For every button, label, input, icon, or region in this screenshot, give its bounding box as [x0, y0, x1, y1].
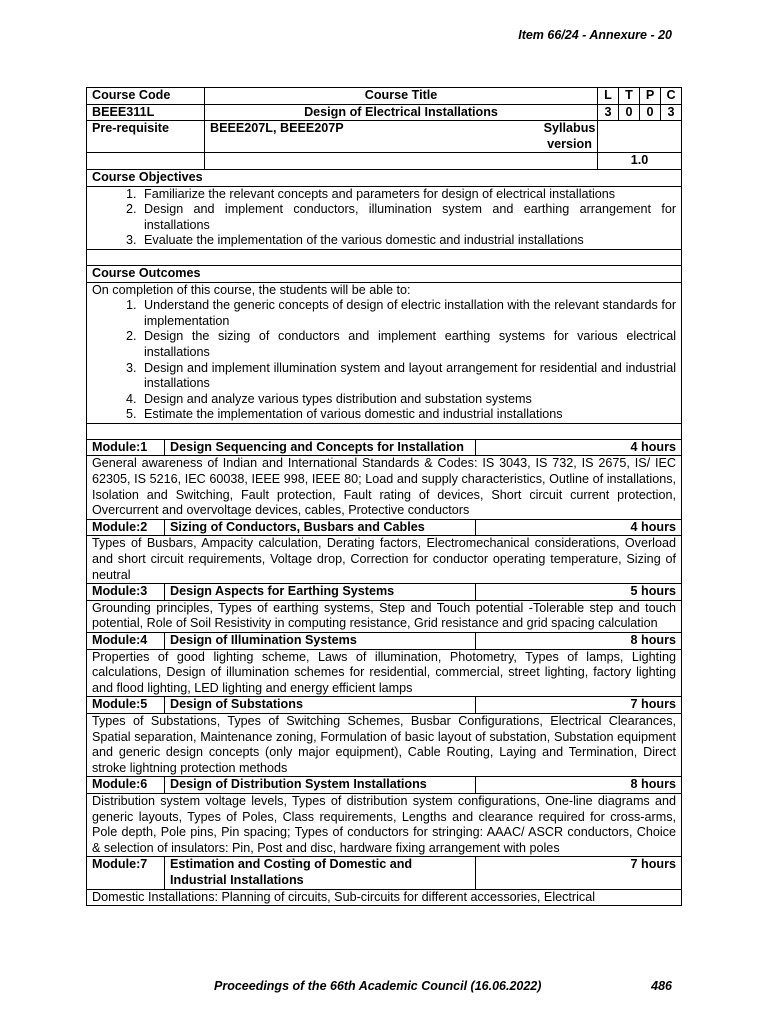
- module-header: [87, 633, 682, 650]
- module-hours: 5 hours: [476, 584, 682, 601]
- outcomes-list: [92, 298, 676, 423]
- objectives-list: [92, 187, 676, 249]
- module-title: Design of Distribution System Installations: [165, 777, 476, 794]
- course-title-label: Course Title: [205, 88, 598, 105]
- objectives-row: [87, 186, 682, 249]
- outcomes-heading-row: [87, 265, 682, 282]
- module-hours: 4 hours: [476, 519, 682, 536]
- module-title: Estimation and Costing of Domestic and Industrial Installations: [165, 857, 476, 889]
- module-number: Module:7: [87, 857, 165, 889]
- module-header: [87, 777, 682, 794]
- module-header: [87, 440, 682, 456]
- course-code: BEEE311L: [87, 104, 205, 121]
- outcome-item: 3. Design and implement illumination system and layout arrangement for residential and industrial installations: [140, 361, 676, 392]
- course-table: [86, 87, 682, 440]
- objectives-heading-row: [87, 169, 682, 186]
- syllabus-version-label: Syllabus version: [528, 121, 612, 153]
- outcomes-row: [87, 282, 682, 423]
- course-info-row: [87, 104, 682, 121]
- prereq-value: BEEE207L, BEEE207P: [205, 121, 598, 153]
- syllabus-version: 1.0: [598, 153, 682, 170]
- prereq-row: [87, 121, 682, 153]
- objective-item: 1. Familiarize the relevant concepts and parameters for design of electrical installations: [140, 187, 676, 203]
- t-label: T: [619, 88, 640, 105]
- module-content: General awareness of Indian and International Standards & Codes: IS 3043, IS 732, IS 2675, IS/ IEC 62305, IS 5216, IEC 60038, IEEE 998, IEEE 80; Load and supply characteristics, Outline of installations, Isolation and Switching, Fault protection, Fault rating of devices, Short circuit current protection, Overcurrent and overvoltage devices, cables, Protective conductors: [87, 456, 682, 519]
- footer-text: Proceedings of the 66th Academic Council (16.06.2022): [214, 979, 542, 993]
- module-header: [87, 584, 682, 601]
- spacer-row: [87, 249, 682, 265]
- prereq-label: Pre-requisite: [87, 121, 205, 153]
- module-number: Module:1: [87, 440, 165, 456]
- module-content: Domestic Installations: Planning of circuits, Sub-circuits for different accessories, Electrical: [87, 889, 682, 906]
- module-header: [87, 519, 682, 536]
- c-value: 3: [661, 104, 682, 121]
- module-content: Distribution system voltage levels, Types of distribution system configurations, One-line diagrams and generic layouts, Types of Poles, Class requirements, Lengths and clearance required for cross-arms, Pole depth, Pole pins, Pin spacing; Types of conductors for stringing: AAAC/ ASCR conductors, Choice & selection of insulators: Pin, Post and disc, hardware fixing arrangement with poles: [87, 793, 682, 856]
- page-number: 486: [651, 979, 672, 993]
- l-value: 3: [598, 104, 619, 121]
- module-header: [87, 697, 682, 714]
- module-title: Design of Substations: [165, 697, 476, 714]
- version-row: [87, 153, 682, 170]
- c-label: C: [661, 88, 682, 105]
- module-content: Types of Busbars, Ampacity calculation, Derating factors, Electromechanical considerations, Overload and short circuit requirements, Voltage drop, Correction for conductor operating temperature, Sizing of neutral: [87, 536, 682, 584]
- page-header: Item 66/24 - Annexure - 20: [518, 28, 672, 42]
- objectives-heading: Course Objectives: [87, 169, 682, 186]
- t-value: 0: [619, 104, 640, 121]
- syllabus-document: [86, 87, 681, 906]
- objective-item: 3. Evaluate the implementation of the various domestic and industrial installations: [140, 233, 676, 249]
- page-footer: [214, 979, 672, 993]
- module-number: Module:6: [87, 777, 165, 794]
- p-value: 0: [640, 104, 661, 121]
- course-title: Design of Electrical Installations: [205, 104, 598, 121]
- l-label: L: [598, 88, 619, 105]
- module-number: Module:3: [87, 584, 165, 601]
- module-hours: 4 hours: [476, 440, 682, 456]
- module-title: Sizing of Conductors, Busbars and Cables: [165, 519, 476, 536]
- modules-table: [86, 440, 682, 906]
- outcome-item: 4. Design and analyze various types distribution and substation systems: [140, 392, 676, 408]
- module-title: Design of Illumination Systems: [165, 633, 476, 650]
- module-hours: 7 hours: [476, 697, 682, 714]
- course-code-label: Course Code: [87, 88, 205, 105]
- p-label: P: [640, 88, 661, 105]
- course-header-row: [87, 88, 682, 105]
- module-number: Module:2: [87, 519, 165, 536]
- module-title: Design Sequencing and Concepts for Installation: [165, 440, 476, 456]
- module-title: Design Aspects for Earthing Systems: [165, 584, 476, 601]
- outcomes-heading: Course Outcomes: [87, 265, 682, 282]
- module-hours: 8 hours: [476, 633, 682, 650]
- module-content: Types of Substations, Types of Switching Schemes, Busbar Configurations, Electrical Clearances, Spatial separation, Maintenance zoning, Formulation of basic layout of substation, Substation equipment and generic design concepts (only major equipment), Cable Routing, Laying and Termination, Direct stroke lightning protection methods: [87, 713, 682, 776]
- outcome-item: 1. Understand the generic concepts of design of electric installation with the relevant standards for implementation: [140, 298, 676, 329]
- module-hours: 7 hours: [476, 857, 682, 889]
- module-header: [87, 857, 682, 889]
- spacer-row: [87, 423, 682, 439]
- module-content: Grounding principles, Types of earthing systems, Step and Touch potential -Tolerable step and touch potential, Role of Soil Resistivity in computing resistance, Grid resistance and grid spacing calculation: [87, 600, 682, 632]
- module-hours: 8 hours: [476, 777, 682, 794]
- outcomes-intro: On completion of this course, the students will be able to:: [92, 282, 411, 297]
- outcome-item: 2. Design the sizing of conductors and implement earthing systems for various electrical installations: [140, 329, 676, 360]
- outcome-item: 5. Estimate the implementation of various domestic and industrial installations: [140, 407, 676, 423]
- module-content: Properties of good lighting scheme, Laws of illumination, Photometry, Types of lamps, Lighting calculations, Design of illumination schemes for residential, commercial, street lighting, factory lighting and flood lighting, LED lighting and energy efficient lamps: [87, 649, 682, 697]
- objective-item: 2. Design and implement conductors, illumination system and earthing arrangement for installations: [140, 202, 676, 233]
- module-number: Module:4: [87, 633, 165, 650]
- module-number: Module:5: [87, 697, 165, 714]
